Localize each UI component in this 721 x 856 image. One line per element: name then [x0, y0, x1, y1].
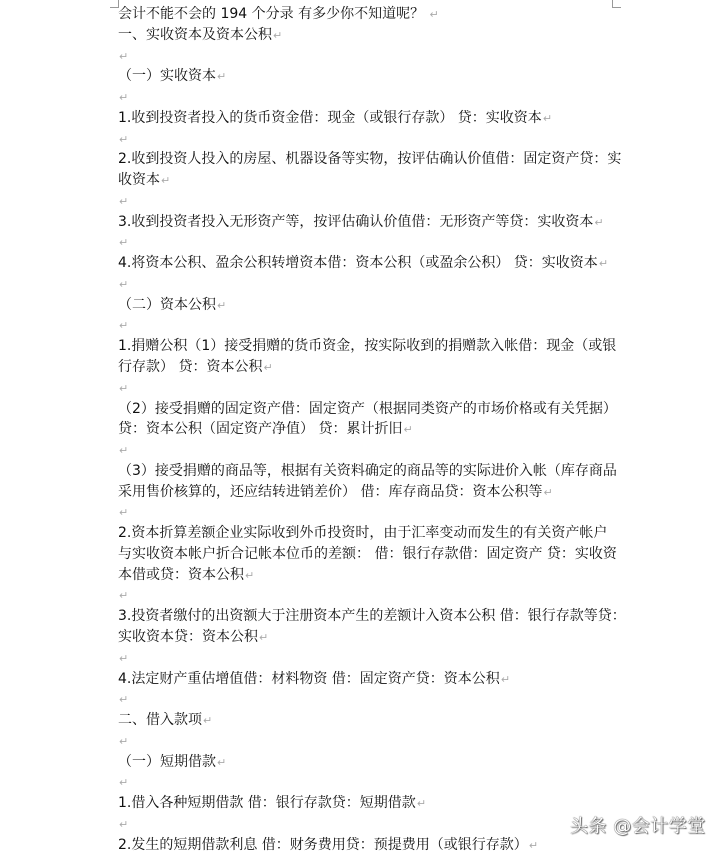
document-line — [118, 482, 618, 503]
paragraph-mark-icon: ↵ — [119, 693, 129, 707]
empty-paragraph — [118, 814, 618, 835]
document-line — [118, 108, 618, 129]
line-text: 本借或贷：资本公积 — [118, 566, 244, 583]
document-line — [118, 710, 618, 731]
line-text: 4.法定财产重估增值借：材料物资 借：固定资产贷：资本公积 — [118, 670, 500, 687]
line-text: 实收资本贷：资本公积 — [118, 628, 258, 645]
empty-paragraph — [118, 689, 618, 710]
paragraph-mark-icon: ↵ — [119, 319, 129, 333]
paragraph-mark-icon: ↵ — [161, 174, 171, 188]
document-line — [118, 669, 618, 690]
line-text: 4.将资本公积、盈余公积转增资本借：资本公积（或盈余公积） 贷：实收资本 — [118, 255, 598, 272]
paragraph-mark-icon: ↵ — [119, 49, 129, 63]
empty-paragraph — [118, 502, 618, 523]
paragraph-mark-icon: ↵ — [598, 257, 609, 271]
document-line — [118, 170, 618, 191]
line-text: 一、实收资本及资本公积 — [118, 26, 272, 43]
document-line — [118, 419, 618, 440]
empty-paragraph — [118, 315, 618, 336]
line-text: 1.捐赠公积（1）接受捐赠的货币资金，按实际收到的捐赠款入帐借：现金（或银 — [118, 338, 617, 355]
document-line — [118, 25, 618, 46]
watermark: 头条 @会计学堂 — [570, 816, 706, 837]
document-line — [118, 253, 618, 274]
line-text: （二）资本公积 — [118, 296, 216, 313]
line-text: （2）接受捐赠的固定资产借：固定资产（根据同类资产的市场价格或有关凭据） — [118, 400, 617, 417]
paragraph-mark-icon: ↵ — [543, 485, 553, 499]
empty-paragraph — [118, 772, 618, 793]
line-text: 与实收资本帐户折合记帐本位币的差额： 借：银行存款借：固定资产 贷：实收资 — [118, 545, 617, 562]
line-text: 1.借入各种短期借款 借：银行存款贷：短期借款 — [118, 795, 416, 812]
line-text: 采用售价核算的，还应结转进销差价） 借：库存商品贷：资本公积等 — [118, 483, 543, 500]
paragraph-mark-icon: ↵ — [119, 381, 129, 395]
paragraph-mark-icon: ↵ — [217, 70, 227, 84]
document-line — [118, 627, 618, 648]
line-text: 2.发生的短期借款利息 借：财务费用贷：预提费用（或银行存款） — [118, 836, 528, 853]
paragraph-mark-icon: ↵ — [500, 672, 511, 686]
document-body[interactable] — [118, 4, 626, 855]
paragraph-mark-icon: ↵ — [429, 8, 439, 21]
paragraph-mark-icon: ↵ — [203, 714, 213, 728]
line-text: （3）接受捐赠的商品等，根据有关资料确定的商品等的实际进价入帐（库存商品 — [118, 462, 617, 479]
line-text: 二、借入款项 — [118, 712, 202, 729]
empty-paragraph — [118, 129, 618, 150]
paragraph-mark-icon: ↵ — [119, 651, 129, 665]
document-line — [118, 4, 618, 25]
paragraph-mark-icon: ↵ — [528, 838, 539, 852]
document-line — [118, 523, 618, 544]
line-text: 1.收到投资者投入的货币资金借：现金（或银行存款） 贷：实收资本 — [118, 109, 542, 126]
document-line — [118, 793, 618, 814]
document-line — [118, 565, 618, 586]
empty-paragraph — [118, 46, 618, 67]
empty-paragraph — [118, 274, 618, 295]
paragraph-mark-icon: ↵ — [403, 423, 413, 437]
line-text: （一）短期借款 — [118, 753, 216, 770]
line-text: （一）实收资本 — [118, 68, 216, 85]
paragraph-mark-icon: ↵ — [542, 111, 553, 125]
document-line — [118, 336, 618, 357]
paragraph-mark-icon: ↵ — [217, 298, 227, 312]
document-line — [118, 544, 618, 565]
document-line — [118, 399, 618, 420]
paragraph-mark-icon: ↵ — [594, 215, 604, 229]
paragraph-mark-icon: ↵ — [119, 277, 129, 291]
document-line — [118, 752, 618, 773]
line-text: 3.投资者缴付的出资额大于注册资本产生的差额计入资本公积 借：银行存款等贷： — [118, 608, 626, 625]
empty-paragraph — [118, 87, 618, 108]
document-line — [118, 295, 618, 316]
empty-paragraph — [118, 191, 618, 212]
document-line — [118, 835, 618, 856]
paragraph-mark-icon: ↵ — [217, 755, 227, 769]
paragraph-mark-icon: ↵ — [119, 236, 129, 250]
line-text: 贷：资本公积（固定资产净值） 贷：累计折旧 — [118, 421, 403, 438]
document-line — [118, 606, 626, 627]
empty-paragraph — [118, 648, 618, 669]
paragraph-mark-icon: ↵ — [119, 132, 129, 146]
paragraph-mark-icon: ↵ — [259, 630, 269, 644]
empty-paragraph — [118, 378, 618, 399]
paragraph-mark-icon: ↵ — [273, 28, 283, 42]
paragraph-mark-icon: ↵ — [119, 444, 129, 458]
paragraph-mark-icon: ↵ — [263, 361, 273, 375]
line-text: 3.收到投资者投入无形资产等，按评估确认价值借：无形资产等贷：实收资本 — [118, 213, 594, 230]
line-text: 2.资本折算差额企业实际收到外币投资时，由于汇率变动而发生的有关资产帐户 — [118, 525, 608, 542]
paragraph-mark-icon: ↵ — [119, 734, 129, 748]
document-line — [118, 212, 618, 233]
empty-paragraph — [118, 232, 618, 253]
paragraph-mark-icon: ↵ — [119, 506, 129, 520]
paragraph-mark-icon: ↵ — [245, 568, 255, 582]
paragraph-mark-icon: ↵ — [119, 817, 129, 831]
document-line — [118, 461, 618, 482]
paragraph-mark-icon: ↵ — [119, 589, 129, 603]
line-text: 收资本 — [118, 172, 160, 189]
document-line — [118, 149, 622, 170]
empty-paragraph — [118, 731, 618, 752]
paragraph-mark-icon: ↵ — [416, 797, 427, 811]
line-text: 行存款） 贷：资本公积 — [118, 359, 263, 376]
empty-paragraph — [118, 440, 618, 461]
paragraph-mark-icon: ↵ — [119, 91, 129, 105]
paragraph-mark-icon: ↵ — [119, 776, 129, 790]
document-line — [118, 66, 618, 87]
line-text: 2.收到投资人投入的房屋、机器设备等实物，按评估确认价值借：固定资产贷：实 — [118, 151, 622, 168]
document-line — [118, 357, 618, 378]
paragraph-mark-icon: ↵ — [119, 194, 129, 208]
line-text: 会计不能不会的 194 个分录 有多少你不知道呢？ — [118, 6, 429, 22]
empty-paragraph — [118, 585, 618, 606]
